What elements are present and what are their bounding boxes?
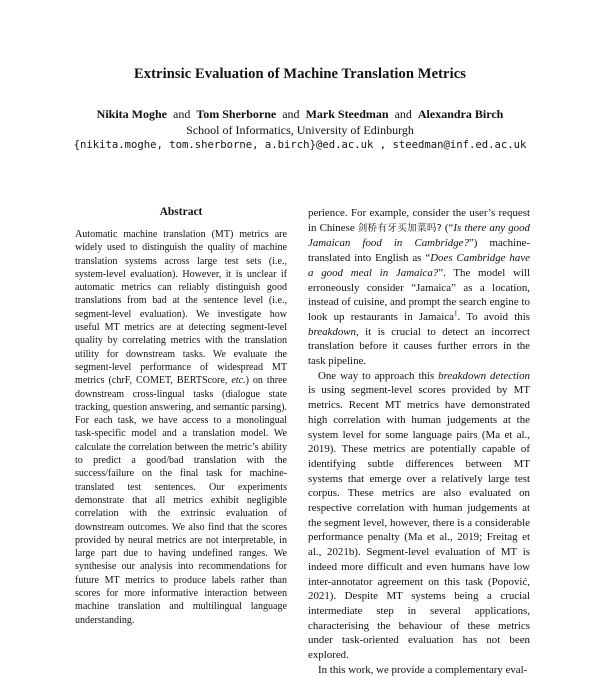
author-3: Mark Steedman (305, 107, 389, 121)
author-line (0, 107, 600, 122)
intro-paragraph-1 (308, 206, 530, 369)
chinese-request: 剑桥有牙买加菜吗? (357, 222, 442, 234)
affiliation: School of Informatics, University of Edinburgh (186, 123, 414, 137)
text-run: ”) machine-translated into English as “ (308, 237, 530, 265)
author-1: Nikita Moghe (96, 107, 167, 121)
author-separator: and (282, 107, 300, 121)
example-query-translated: Does Cambridge have a good meal in Jamaica? (308, 252, 530, 279)
author-separator: and (173, 107, 191, 121)
text-run: . To avoid this (457, 310, 531, 323)
text-run: (“ (441, 221, 454, 234)
intro-paragraph-2 (308, 369, 530, 663)
abstract-etc: etc. (231, 375, 246, 387)
abstract-heading: Abstract (159, 206, 203, 218)
abstract-part-2: ) on three downstream cross-lingual tasks (dialogue state tracking, question answering, and semantic parsing). For each task, we have access to a monolingual task-specific model and a translation model. We calculate the correlation between the metric’s ability to predict a good/bad translation with the success/failure on the final task for machine-translated test sentences. Our experiments demonstrate that all metrics exhibit negligible correlation with the extrinsic evaluation of downstream outcomes. We also find that the scores provided by neural metrics are not interpretable, in large part due to having undefined ranges. We synthesise our analysis into recommendations for future MT metrics to produce labels rather than scores for more informative interaction between machine translation and multilingual language understanding. (75, 375, 288, 626)
text-run: is using segment-level scores provided by MT metrics. Recent MT metrics have demonstrated high correlation with human judgements at the system level for some language pairs (Ma et al., 2019). These metrics are potentially capable of identifying subtle differences between MT systems that emerge over a relatively large test corpus. These metrics are also evaluated on respective correlation with human judgements at the segment level, however, there is a considerable performance penalty (Ma et al., 2019; Freitag et al., 2021b). Segment-level evaluation of MT is indeed more difficult and even humans have low inter-annotator agreement on this task (Popović, 2021). Despite MT systems being a crucial intermediate step in several applications, characterising the behaviour of these metrics under task-oriented evaluation has not been explored. (308, 384, 530, 662)
text-run: , it is crucial to detect an incorrect translation before it causes further errors in the task pipeline. (308, 325, 530, 368)
term-breakdown-detection: breakdown detection (438, 369, 530, 382)
text-run: One way to approach this (318, 369, 439, 382)
author-separator: and (394, 107, 412, 121)
paper-title: Extrinsic Evaluation of Machine Translation Metrics (133, 66, 466, 82)
text-run: ”. The model will erroneously consider “Jamaica” as a location, instead of cuisine, and prompt the search engine to look up restaurants in Jamaica (308, 266, 530, 323)
example-query-original: Is there any good Jamaican food in Cambridge? (308, 221, 531, 250)
term-breakdown: breakdown (308, 325, 356, 338)
intro-paragraph-3: In this work, we provide a complementary eval- (318, 663, 528, 676)
abstract-text (75, 228, 287, 627)
footnote-marker: 1 (453, 309, 458, 318)
author-4: Alexandra Birch (417, 107, 504, 121)
abstract-part-1: Automatic machine translation (MT) metrics are widely used to distinguish the quality of machine translation systems across large test sets (i.e., system-level evaluation). However, it is unclear if automatic metrics can reliably distinguish good translations from bad at the sentence level (i.e., segment-level evaluation). We investigate how useful MT metrics are at detecting segment-level quality by correlating metrics with the translation utility for downstream tasks. We evaluate the segment-level performance of widespread MT metrics (chrF, COMET, BERTScore, (75, 229, 287, 387)
intro-column (308, 206, 530, 678)
text-run: perience. For example, consider the user’s request in Chinese (308, 207, 530, 234)
author-emails: {nikita.moghe, tom.sherborne, a.birch}@ed.ac.uk , steedman@inf.ed.ac.uk (73, 139, 527, 151)
author-2: Tom Sherborne (196, 107, 277, 121)
